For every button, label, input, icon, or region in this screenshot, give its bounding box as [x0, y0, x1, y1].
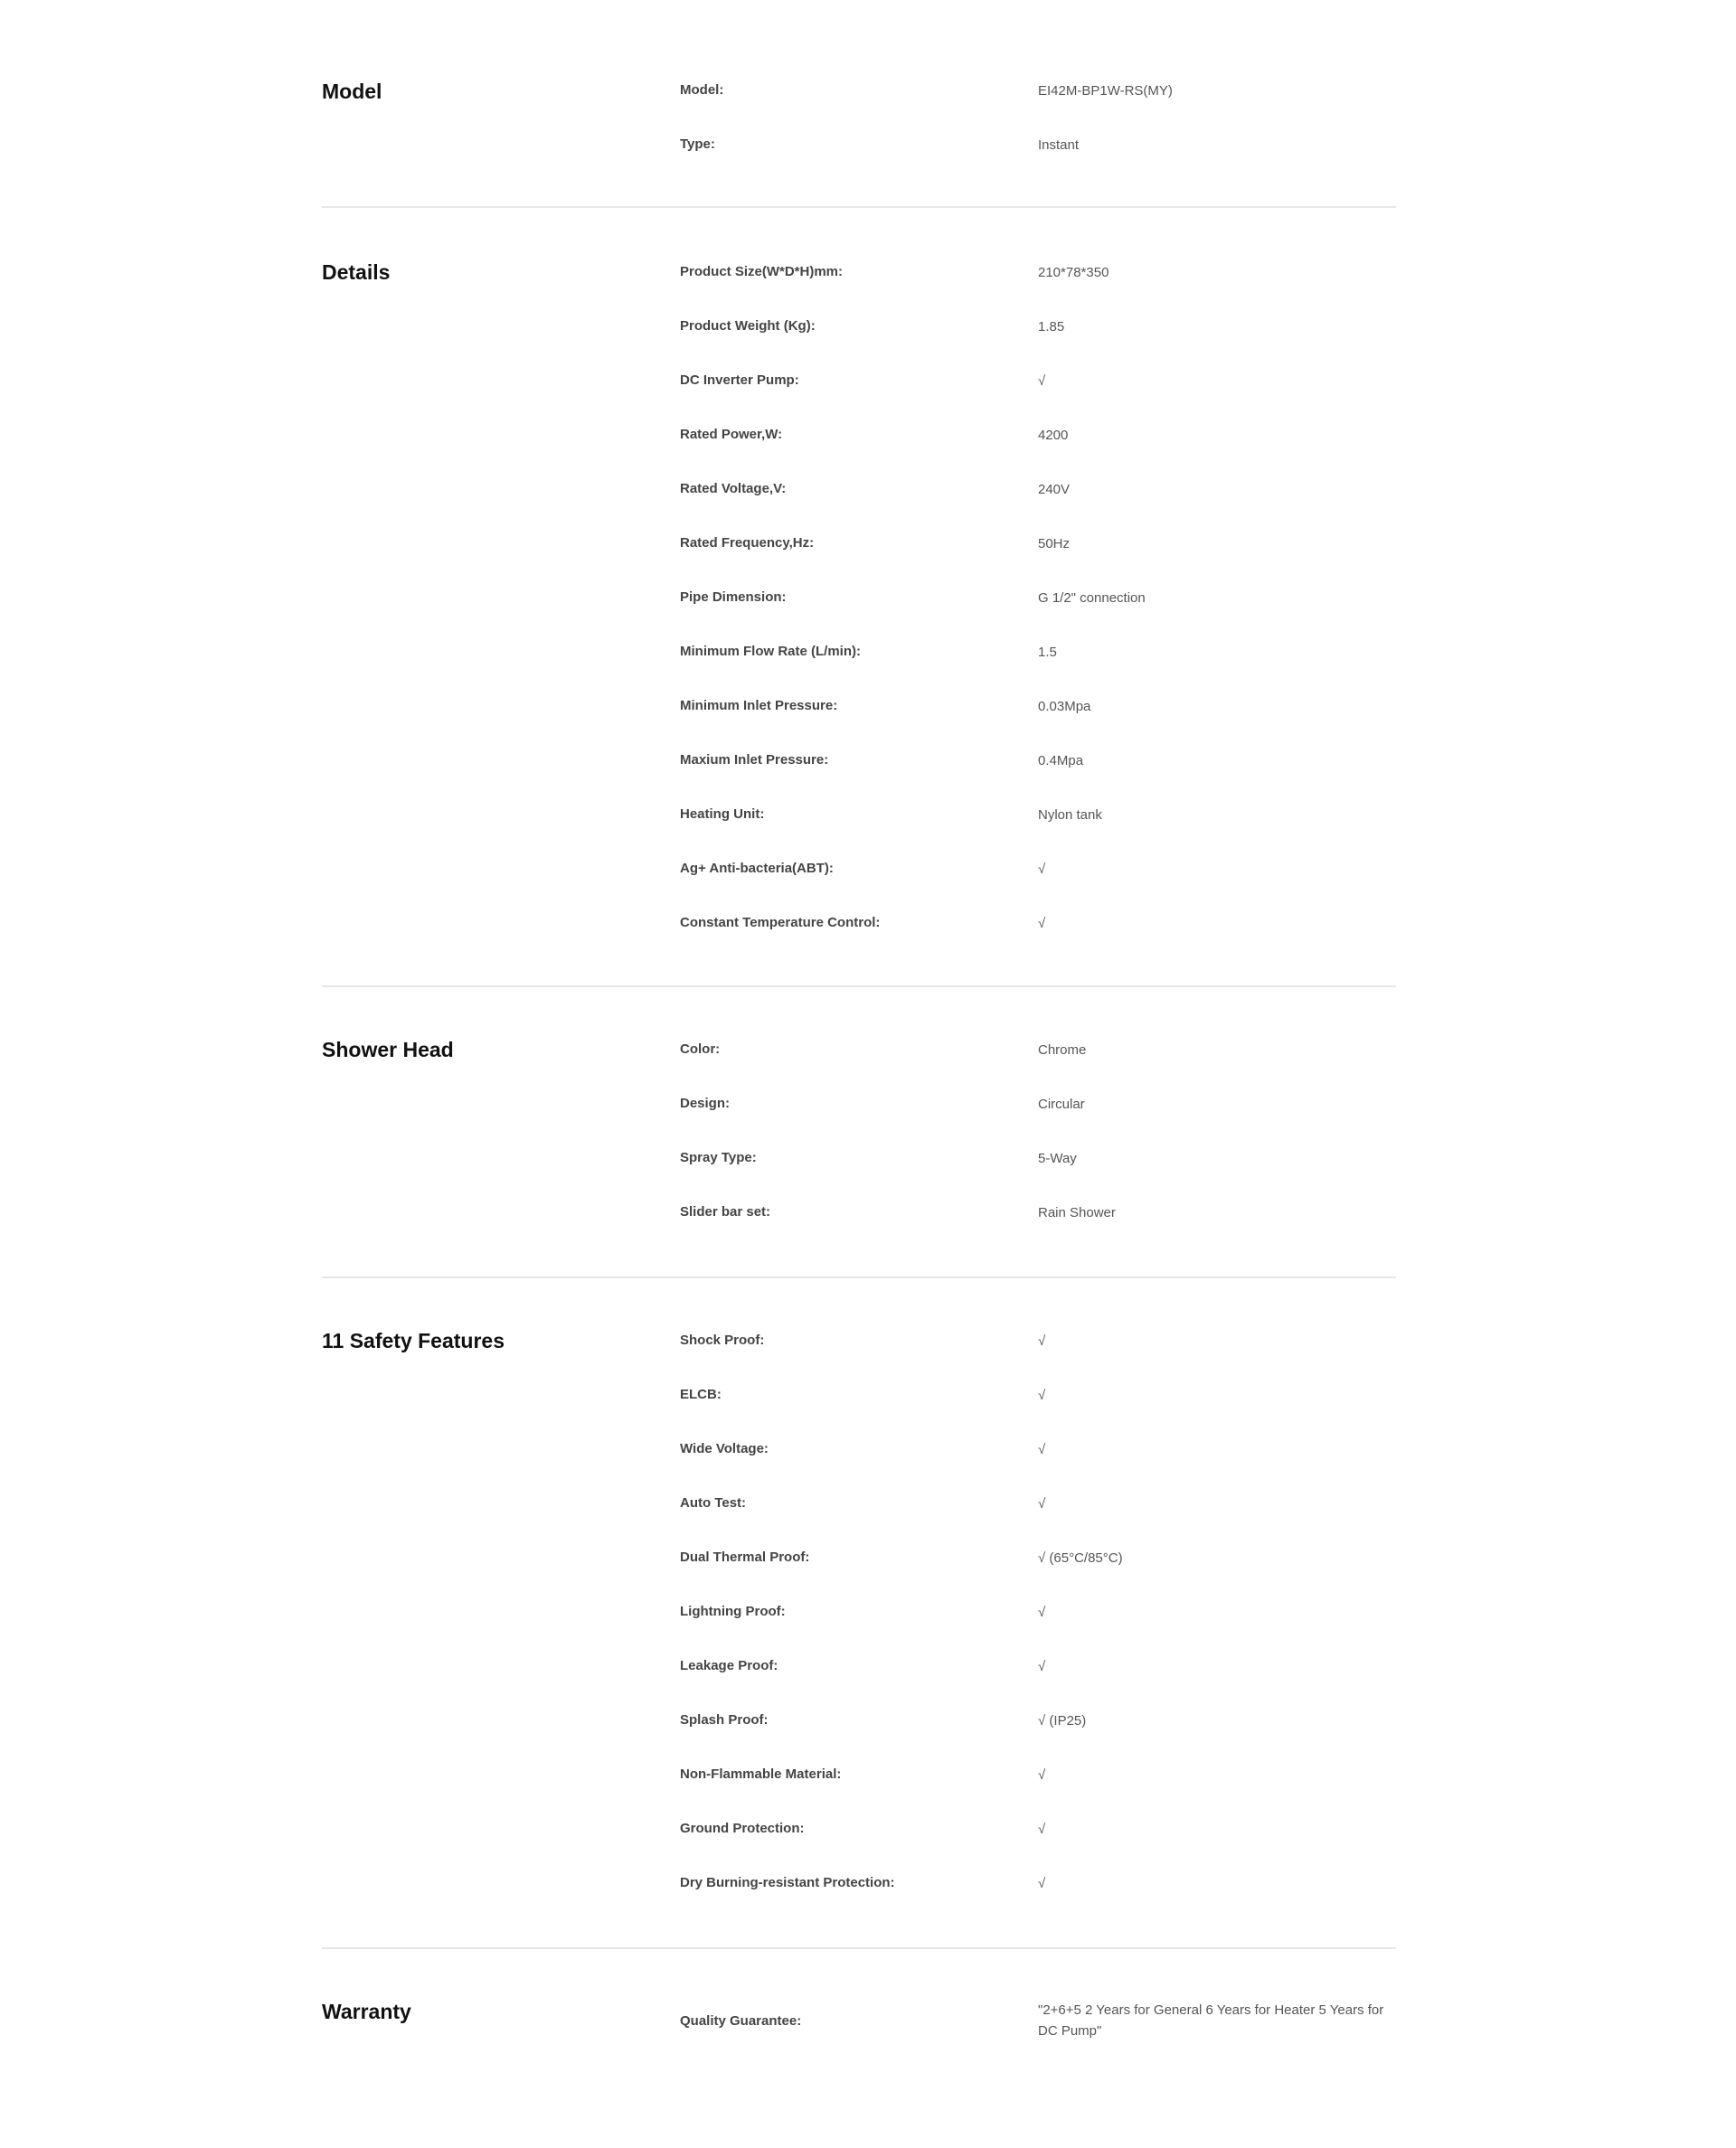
spec-value: 4200: [1038, 428, 1069, 443]
spec-label: Shock Proof:: [680, 1333, 765, 1348]
spec-row: [680, 479, 1396, 533]
spec-value: Instant: [1038, 137, 1080, 153]
spec-label: Slider bar set:: [680, 1204, 771, 1220]
spec-value: G 1/2" connection: [1038, 590, 1146, 606]
check-mark-icon: √: [1038, 1659, 1046, 1674]
spec-row: [680, 1439, 1396, 1493]
spec-row: [680, 1202, 1396, 1257]
check-mark-icon: √: [1038, 1876, 1046, 1891]
spec-value: Chrome: [1038, 1042, 1087, 1058]
check-mark-icon: √: [1038, 1822, 1046, 1837]
spec-value: 1.85: [1038, 319, 1065, 334]
spec-label: Auto Test:: [680, 1495, 747, 1511]
spec-label: Ground Protection:: [680, 1821, 805, 1836]
spec-value: Nylon tank: [1038, 807, 1102, 823]
spec-row: [680, 262, 1396, 316]
spec-value: Circular: [1038, 1097, 1085, 1112]
spec-label: Rated Voltage,V:: [680, 481, 787, 496]
spec-label: Rated Power,W:: [680, 427, 783, 442]
spec-label: Ag+ Anti-bacteria(ABT):: [680, 861, 834, 876]
spec-rows: [680, 208, 1396, 967]
spec-value: √ (IP25): [1038, 1713, 1087, 1729]
spec-row: [680, 1331, 1396, 1385]
specifications-table: [322, 47, 1396, 2094]
spec-label: Leakage Proof:: [680, 1658, 778, 1673]
check-mark-icon: √: [1038, 1442, 1046, 1457]
spec-row: [680, 750, 1396, 805]
spec-row: [680, 1656, 1396, 1710]
spec-label: Dual Thermal Proof:: [680, 1550, 810, 1565]
spec-row: [680, 1385, 1396, 1439]
spec-label: Splash Proof:: [680, 1712, 769, 1728]
spec-label: Color:: [680, 1041, 721, 1057]
section-title: Model: [322, 80, 382, 103]
spec-value: √ (65°C/85°C): [1038, 1550, 1123, 1566]
spec-value: "2+6+5 2 Years for General 6 Years for Heater 5 Years for DC Pump": [1038, 2002, 1384, 2040]
spec-label: Model:: [680, 82, 724, 98]
spec-rows: [680, 1949, 1396, 2042]
spec-row: [680, 425, 1396, 479]
spec-value: 1.5: [1038, 645, 1057, 660]
spec-label: Spray Type:: [680, 1150, 757, 1165]
spec-row: [680, 1094, 1396, 1148]
spec-label: Heating Unit:: [680, 806, 765, 822]
section-shower-head: [322, 987, 1396, 1278]
spec-label: DC Inverter Pump:: [680, 372, 799, 388]
spec-row: [680, 696, 1396, 750]
section-details: [322, 208, 1396, 987]
spec-label: Wide Voltage:: [680, 1441, 769, 1456]
check-mark-icon: √: [1038, 916, 1046, 931]
spec-value: 0.4Mpa: [1038, 753, 1084, 768]
spec-row: [680, 859, 1396, 913]
spec-row: [680, 588, 1396, 642]
spec-row: [680, 1548, 1396, 1602]
spec-label: Non-Flammable Material:: [680, 1766, 842, 1782]
spec-label: Constant Temperature Control:: [680, 915, 881, 930]
section-warranty: [322, 1949, 1396, 2094]
check-mark-icon: √: [1038, 1388, 1046, 1403]
spec-label: Design:: [680, 1096, 731, 1111]
spec-row: [680, 80, 1396, 135]
spec-row: [680, 371, 1396, 425]
spec-row: [680, 1148, 1396, 1202]
spec-rows: [680, 47, 1396, 189]
spec-label: Rated Frequency,Hz:: [680, 535, 815, 551]
spec-label: Quality Guarantee:: [680, 2012, 802, 2029]
check-mark-icon: √: [1038, 1333, 1046, 1349]
spec-row: [680, 2000, 1396, 2042]
spec-row: [680, 1040, 1396, 1094]
spec-value: 50Hz: [1038, 536, 1071, 551]
spec-value: 210*78*350: [1038, 265, 1109, 280]
spec-row: [680, 805, 1396, 859]
spec-row: [680, 1819, 1396, 1873]
spec-value: Rain Shower: [1038, 1205, 1116, 1220]
spec-row: [680, 1765, 1396, 1819]
spec-row: [680, 642, 1396, 696]
spec-rows: [680, 987, 1396, 1257]
spec-value: 240V: [1038, 482, 1071, 497]
spec-value: 0.03Mpa: [1038, 699, 1091, 714]
spec-row: [680, 533, 1396, 588]
spec-row: [680, 1602, 1396, 1656]
spec-row: [680, 1710, 1396, 1765]
section-title: Shower Head: [322, 1038, 454, 1061]
section-title: Details: [322, 260, 391, 284]
spec-value: EI42M-BP1W-RS(MY): [1038, 83, 1173, 99]
spec-label: ELCB:: [680, 1387, 722, 1402]
spec-row: [680, 1873, 1396, 1927]
spec-value: 5-Way: [1038, 1151, 1077, 1166]
spec-label: Product Weight (Kg):: [680, 318, 816, 334]
check-mark-icon: √: [1038, 1767, 1046, 1783]
spec-label: Lightning Proof:: [680, 1604, 786, 1619]
spec-label: Product Size(W*D*H)mm:: [680, 264, 844, 279]
spec-label: Minimum Inlet Pressure:: [680, 698, 838, 713]
spec-row: [680, 1493, 1396, 1548]
spec-label: Minimum Flow Rate (L/min):: [680, 644, 861, 659]
spec-row: [680, 316, 1396, 371]
spec-label: Dry Burning-resistant Protection:: [680, 1875, 895, 1890]
section-model: [322, 47, 1396, 208]
spec-row: [680, 913, 1396, 967]
check-mark-icon: √: [1038, 862, 1046, 877]
check-mark-icon: √: [1038, 1496, 1046, 1512]
section-title: Warranty: [322, 2000, 411, 2023]
spec-row: [680, 135, 1396, 189]
spec-label: Type:: [680, 137, 715, 152]
check-mark-icon: √: [1038, 1605, 1046, 1620]
spec-rows: [680, 1278, 1396, 1927]
spec-label: Maxium Inlet Pressure:: [680, 752, 829, 768]
check-mark-icon: √: [1038, 373, 1046, 389]
spec-label: Pipe Dimension:: [680, 589, 787, 605]
section-title: 11 Safety Features: [322, 1329, 505, 1352]
section-safety-features: [322, 1278, 1396, 1949]
